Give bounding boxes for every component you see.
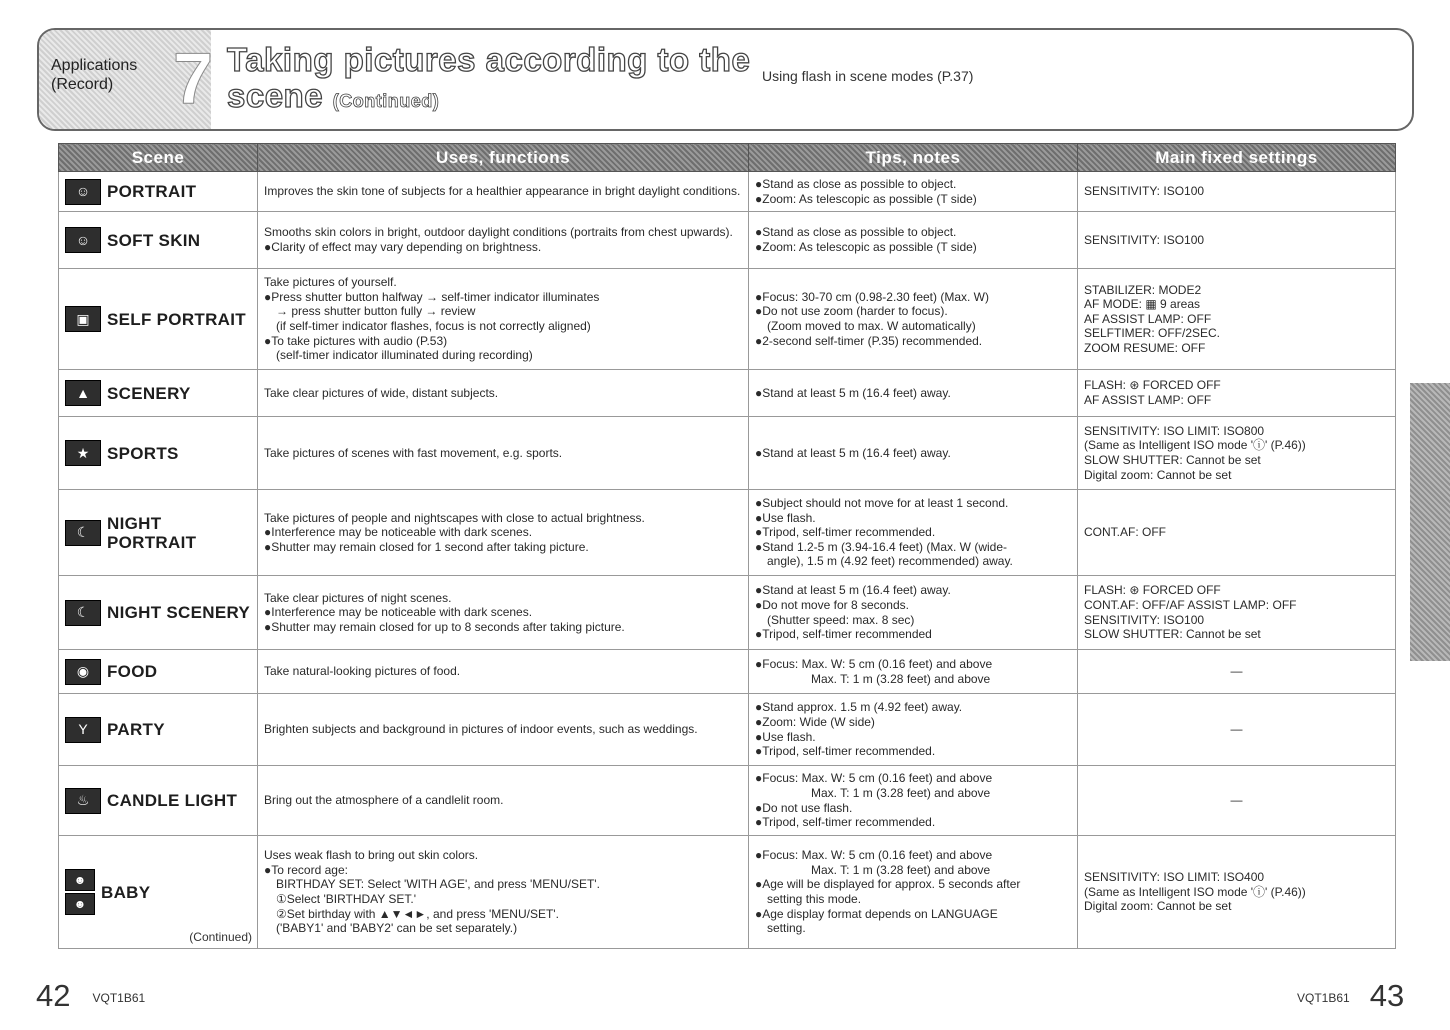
tips-cell [749,212,1078,269]
table-row [59,269,1396,370]
settings-cell [1078,370,1396,417]
settings-cell-line: AF ASSIST LAMP: OFF [1084,311,1212,326]
tips-cell [749,836,1078,949]
uses-cell-line: → press shutter button fully → review [276,304,476,319]
night-portrait-icon: ☾ [65,520,101,546]
settings-cell [1078,766,1396,836]
settings-cell [1078,269,1396,370]
scene-name: SCENERY [107,383,191,403]
settings-cell [1078,490,1396,576]
uses-cell-line: (if self-timer indicator flashes, focus is not correctly aligned) [276,319,591,333]
page-number-right: 43 [1369,978,1405,1013]
header-uses: Uses, functions [258,144,749,172]
settings-cell [1078,836,1396,949]
page-header [37,28,1414,131]
uses-cell-line: ●Shutter may remain closed for 1 second after taking picture. [264,539,589,554]
table-row [59,212,1396,269]
baby-icon: ☻ [65,869,95,891]
scene-label-wrap [65,380,251,406]
tips-cell-line: ●Stand as close as possible to object. [755,176,957,191]
uses-cell [258,212,749,269]
soft-skin-icon: ☺ [65,227,101,253]
settings-cell-line: AF MODE: ▦ 9 areas [1084,297,1201,312]
baby-icons [65,869,95,915]
uses-cell-line: Bring out the atmosphere of a candlelit room. [264,793,504,808]
uses-cell-line: ●Press shutter button halfway → self-timer indicator illuminates [264,289,600,304]
settings-cell-line: SENSITIVITY: ISO LIMIT: ISO400 [1084,870,1265,885]
header-tips: Tips, notes [749,144,1078,172]
scene-cell [59,212,258,269]
table-row [59,370,1396,417]
uses-cell-line: Improves the skin tone of subjects for a healthier appearance in bright daylight conditions. [264,184,741,199]
model-code-left: VQT1B61 [92,990,146,1005]
tips-cell [749,766,1078,836]
tips-cell-line: ●Stand at least 5 m (16.4 feet) away. [755,385,951,400]
scene-name: BABY [101,882,151,902]
settings-cell-line: CONT.AF: OFF/AF ASSIST LAMP: OFF [1084,597,1297,612]
scene-cell [59,836,258,949]
settings-cell-line: (Same as Intelligent ISO mode 'ⓘ' (P.46)) [1084,884,1306,899]
uses-cell [258,172,749,212]
settings-cell-line: CONT.AF: OFF [1084,525,1166,540]
scene-name: NIGHT SCENERY [107,603,251,622]
food-icon: ◉ [65,659,101,685]
tips-cell-line: ●Tripod, self-timer recommended. [755,525,936,540]
uses-cell-line: Take pictures of people and nightscapes with close to actual brightness. [264,510,645,525]
scene-label-wrap [65,869,251,915]
title-suffix: (Continued) [332,91,440,111]
scene-cell [59,172,258,212]
scene-name: FOOD [107,662,158,681]
section-label [51,56,137,94]
settings-cell-line: — [1230,664,1243,679]
footer-right [1297,978,1404,1014]
uses-cell [258,490,749,576]
tips-cell-line: (Shutter speed: max. 8 sec) [767,612,915,627]
settings-cell-line: ZOOM RESUME: OFF [1084,340,1206,355]
settings-cell-line: Digital zoom: Cannot be set [1084,467,1232,482]
section-line2: (Record) [51,76,114,93]
page-title [227,42,750,119]
table-body [59,172,1396,949]
settings-cell [1078,417,1396,490]
uses-cell-line: Uses weak flash to bring out skin colors. [264,848,479,863]
table-row [59,490,1396,576]
scene-name: SPORTS [107,443,179,463]
continued-note: (Continued) [189,930,252,945]
scene-cell [59,694,258,766]
scene-name: SELF PORTRAIT [107,309,246,329]
uses-cell-line: BIRTHDAY SET: Select 'WITH AGE', and press 'MENU/SET'. [276,877,600,892]
self-portrait-icon: ▣ [65,306,101,332]
scene-label-wrap [65,788,251,814]
tips-cell-line: ●Use flash. [755,510,816,525]
settings-cell-line: SENSITIVITY: ISO100 [1084,232,1205,247]
uses-cell-line: ●To record age: [264,862,348,877]
chapter-number: 7 [173,39,214,119]
tips-cell-line: ●Do not use flash. [755,800,853,815]
table-row [59,694,1396,766]
tips-cell-line: ●Focus: Max. W: 5 cm (0.16 feet) and above [755,656,993,671]
tips-cell-line: ●Stand approx. 1.5 m (4.92 feet) away. [755,700,963,715]
settings-cell-line: SLOW SHUTTER: Cannot be set [1084,627,1261,642]
settings-cell [1078,576,1396,650]
uses-cell [258,269,749,370]
night-scenery-icon: ☾ [65,600,101,626]
settings-cell [1078,212,1396,269]
scene-cell [59,650,258,694]
uses-cell [258,836,749,949]
scene-name: PORTRAIT [107,182,197,201]
settings-cell [1078,694,1396,766]
uses-cell-line: Take clear pictures of wide, distant subjects. [264,385,499,400]
scene-label-wrap [65,514,251,552]
tips-cell-line: (Zoom moved to max. W automatically) [767,319,976,333]
scene-name: PARTY [107,720,165,739]
scene-table [58,143,1396,949]
scene-name: CANDLE LIGHT [107,791,238,810]
settings-cell-line: AF ASSIST LAMP: OFF [1084,393,1212,407]
settings-cell [1078,172,1396,212]
scene-name: NIGHT PORTRAIT [107,513,197,552]
uses-cell-line: ●To take pictures with audio (P.53) [264,333,448,348]
scene-cell [59,269,258,370]
candle-light-icon: ♨ [65,788,101,814]
scene-label-wrap [65,717,251,743]
table-row [59,836,1396,949]
settings-cell-line: STABILIZER: MODE2 [1084,282,1202,297]
uses-cell [258,370,749,417]
tips-cell-line: ●Stand at least 5 m (16.4 feet) away. [755,583,951,598]
scene-cell [59,766,258,836]
footer-left [36,978,145,1014]
scene-label-wrap [65,179,251,205]
tips-cell-line: Max. T: 1 m (3.28 feet) and above [811,671,991,686]
uses-cell-line: ●Shutter may remain closed for up to 8 seconds after taking picture. [264,619,625,634]
model-code-right: VQT1B61 [1297,990,1350,1005]
tips-cell-line: ●Do not use zoom (harder to focus). [755,304,948,319]
tips-cell [749,490,1078,576]
side-tab [1410,383,1450,661]
page-subtitle: Using flash in scene modes (P.37) [762,68,974,84]
tips-cell-line: ●Focus: 30-70 cm (0.98-2.30 feet) (Max. W) [755,289,989,304]
scene-cell [59,490,258,576]
uses-cell-line: Take pictures of scenes with fast movement, e.g. sports. [264,445,563,460]
tips-cell-line: ●Subject should not move for at least 1 second. [755,496,1009,511]
table-row [59,650,1396,694]
settings-cell-line: SELFTIMER: OFF/2SEC. [1084,326,1221,341]
tips-cell-line: ●2-second self-timer (P.35) recommended. [755,333,983,348]
tips-cell-line: ●Tripod, self-timer recommended. [755,815,936,830]
scene-label-wrap [65,659,251,685]
tips-cell-line: ●Stand at least 5 m (16.4 feet) away. [755,445,951,460]
tips-cell-line: ●Tripod, self-timer recommended [755,627,932,642]
party-icon: Y [65,717,101,743]
header-scene: Scene [59,144,258,172]
tips-cell [749,172,1078,212]
table-row [59,172,1396,212]
table-row [59,417,1396,490]
scene-cell [59,417,258,490]
scene-cell [59,370,258,417]
uses-cell-line: (self-timer indicator illuminated during recording) [276,348,533,363]
tips-cell [749,576,1078,650]
settings-cell-line: (Same as Intelligent ISO mode 'ⓘ' (P.46)) [1084,438,1306,453]
settings-cell-line: FLASH: ⊛ FORCED OFF [1084,378,1221,393]
uses-cell-line: Take natural-looking pictures of food. [264,664,461,679]
scene-name: SOFT SKIN [107,230,201,250]
baby-icon: ☻ [65,893,95,915]
uses-cell-line: ●Clarity of effect may vary depending on brightness. [264,240,542,254]
uses-cell [258,650,749,694]
tips-cell-line: ●Do not move for 8 seconds. [755,597,909,612]
scene-label-wrap [65,227,251,253]
uses-cell-line: Take pictures of yourself. [264,275,397,290]
tips-cell-line: ●Zoom: As telescopic as possible (T side) [755,240,977,254]
tips-cell-line: setting this mode. [767,892,862,906]
header-settings: Main fixed settings [1078,144,1396,172]
tips-cell-line: angle), 1.5 m (4.92 feet) recommended) away. [767,554,1013,569]
settings-cell [1078,650,1396,694]
scenery-icon: ▲ [65,380,101,406]
uses-cell-line: Take clear pictures of night scenes. [264,590,452,605]
scene-label-wrap [65,600,251,626]
uses-cell-line: ('BABY1' and 'BABY2' can be set separately.) [276,921,518,936]
sports-icon: ★ [65,440,101,466]
title-line1: Taking pictures according to the [227,41,751,78]
section-line1: Applications [51,57,138,74]
table-row [59,766,1396,836]
tips-cell-line: ●Zoom: As telescopic as possible (T side) [755,191,977,206]
scene-label-wrap [65,440,251,466]
table-header-row [59,144,1396,172]
tips-cell [749,269,1078,370]
uses-cell-line: Smooths skin colors in bright, outdoor daylight conditions (portraits from chest upwards). [264,225,733,240]
tips-cell-line: ●Tripod, self-timer recommended. [755,744,936,759]
settings-cell-line: — [1230,793,1243,808]
settings-cell-line: Digital zoom: Cannot be set [1084,899,1232,914]
tips-cell [749,370,1078,417]
uses-cell-line: ②Set birthday with ▲▼◄►, and press 'MENU/SET'. [276,906,559,921]
uses-cell [258,694,749,766]
settings-cell-line: FLASH: ⊛ FORCED OFF [1084,583,1221,598]
tips-cell-line: ●Focus: Max. W: 5 cm (0.16 feet) and above [755,771,993,786]
uses-cell-line: ●Interference may be noticeable with dark scenes. [264,605,533,620]
uses-cell-line: ①Select 'BIRTHDAY SET.' [276,892,417,906]
tips-cell-line: Max. T: 1 m (3.28 feet) and above [811,862,991,877]
tips-cell-line: ●Stand as close as possible to object. [755,225,957,240]
settings-cell-line: SLOW SHUTTER: Cannot be set [1084,453,1261,467]
tips-cell-line: ●Use flash. [755,729,816,744]
uses-cell-line: ●Interference may be noticeable with dark scenes. [264,525,533,540]
portrait-icon: ☺ [65,179,101,205]
settings-cell-line: SENSITIVITY: ISO LIMIT: ISO800 [1084,423,1265,438]
tips-cell-line: ●Zoom: Wide (W side) [755,714,875,729]
uses-cell [258,576,749,650]
title-word: scene [227,77,324,114]
settings-cell-line: SENSITIVITY: ISO100 [1084,612,1205,627]
tips-cell [749,694,1078,766]
tips-cell-line: ●Focus: Max. W: 5 cm (0.16 feet) and above [755,848,993,863]
uses-cell-line: Brighten subjects and background in pictures of indoor events, such as weddings. [264,722,698,737]
tips-cell-line: Max. T: 1 m (3.28 feet) and above [811,785,991,800]
settings-cell-line: SENSITIVITY: ISO100 [1084,184,1205,199]
tips-cell-line: ●Age display format depends on LANGUAGE [755,906,998,921]
uses-cell [258,766,749,836]
page-number-left: 42 [36,978,71,1013]
tips-cell-line: setting. [767,921,806,936]
scene-cell [59,576,258,650]
uses-cell [258,417,749,490]
tips-cell-line: ●Age will be displayed for approx. 5 seconds after [755,877,1021,892]
tips-cell-line: ●Stand 1.2-5 m (3.94-16.4 feet) (Max. W (wide- [755,539,1008,554]
tips-cell [749,650,1078,694]
scene-label-wrap [65,306,251,332]
tips-cell [749,417,1078,490]
section-band [39,30,214,129]
table-row [59,576,1396,650]
settings-cell-line: — [1230,722,1243,737]
